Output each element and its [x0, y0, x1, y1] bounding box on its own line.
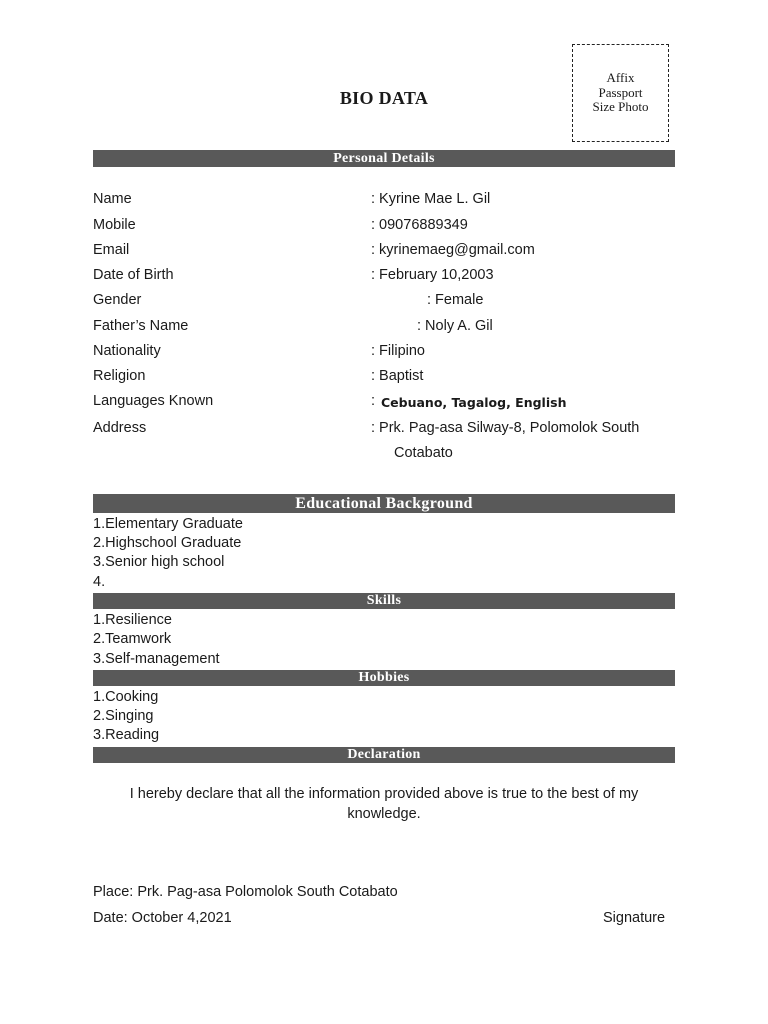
value-fathers-name: : Noly A. Gil — [417, 318, 493, 334]
hobby-item: 2.Singing — [93, 708, 154, 724]
value-email: : kyrinemaeg@gmail.com — [371, 242, 535, 258]
label-email: Email — [93, 242, 130, 258]
value-date-of-birth: : February 10,2003 — [371, 267, 494, 283]
education-item: 4. — [93, 574, 106, 590]
education-item: 1.Elementary Graduate — [93, 516, 243, 532]
value-address: : Prk. Pag-asa Silway-8, Polomolok South — [371, 420, 640, 436]
date-line: Date: October 4,2021 — [93, 910, 232, 926]
label-mobile: Mobile — [93, 217, 136, 233]
photo-box-line-1: Affix — [606, 70, 635, 86]
value-languages-known: Cebuano, Tagalog, English — [381, 395, 567, 410]
value-religion: : Baptist — [371, 368, 424, 384]
hobby-item: 3.Reading — [93, 727, 160, 743]
hobby-item: 1.Cooking — [93, 689, 159, 705]
declaration-text: I hereby declare that all the information provided above is true to the best of my knowledge. — [129, 786, 639, 822]
label-gender: Gender — [93, 292, 142, 308]
label-name: Name — [93, 191, 132, 207]
section-header-declaration: Declaration — [93, 747, 675, 763]
label-nationality: Nationality — [93, 343, 161, 359]
education-item: 2.Highschool Graduate — [93, 535, 242, 551]
value-address-line-2: Cotabato — [394, 445, 453, 461]
place-line: Place: Prk. Pag-asa Polomolok South Cotabato — [93, 884, 398, 900]
label-address: Address — [93, 420, 147, 436]
section-header-personal-details: Personal Details — [93, 150, 675, 167]
skill-item: 1.Resilience — [93, 612, 172, 628]
value-gender: : Female — [427, 292, 484, 308]
label-fathers-name: Father’s Name — [93, 318, 189, 334]
skill-item: 2.Teamwork — [93, 631, 172, 647]
value-languages-prefix: : — [371, 393, 376, 409]
value-nationality: : Filipino — [371, 343, 425, 359]
label-date-of-birth: Date of Birth — [93, 267, 174, 283]
label-religion: Religion — [93, 368, 146, 384]
photo-box-line-2: Passport — [598, 84, 643, 100]
value-name: : Kyrine Mae L. Gil — [371, 191, 491, 207]
skill-item: 3.Self-management — [93, 651, 220, 667]
education-item: 3.Senior high school — [93, 554, 225, 570]
label-languages-known: Languages Known — [93, 393, 214, 409]
passport-photo-placeholder — [572, 44, 669, 142]
section-header-educational-background: Educational Background — [93, 494, 675, 513]
value-mobile: : 09076889349 — [371, 217, 468, 233]
section-header-hobbies: Hobbies — [93, 670, 675, 686]
section-header-skills: Skills — [93, 593, 675, 609]
photo-box-line-3: Size Photo — [592, 99, 649, 115]
page-title: BIO DATA — [339, 88, 429, 108]
signature-label: Signature — [603, 910, 666, 926]
